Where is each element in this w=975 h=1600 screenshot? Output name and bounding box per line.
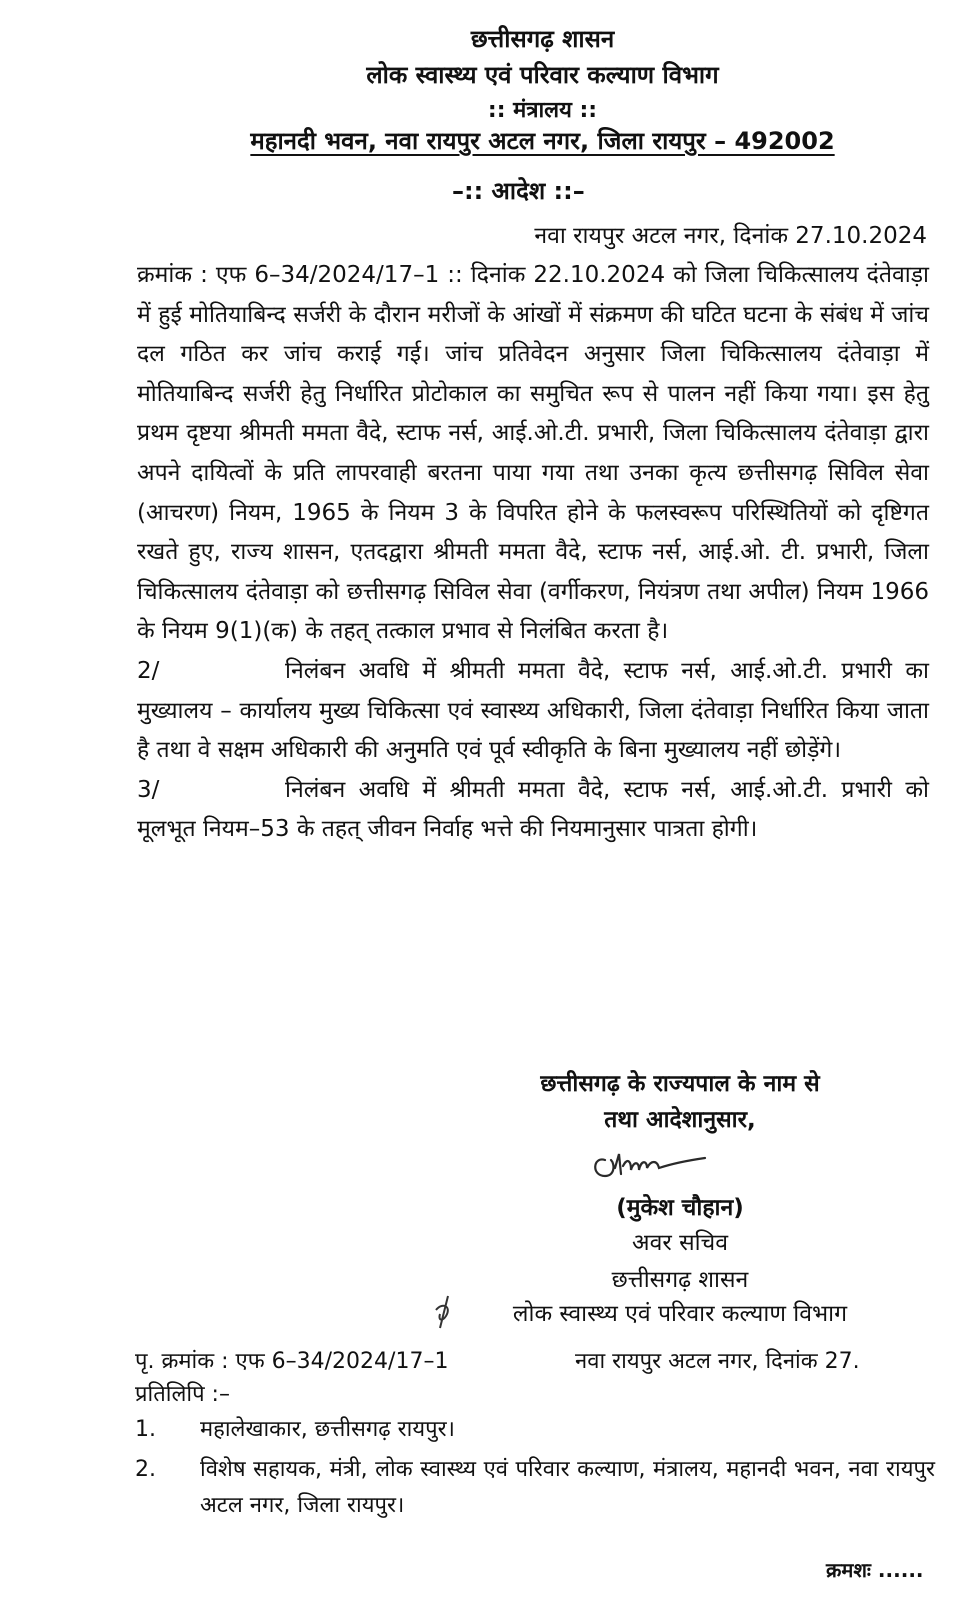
header-government: छत्तीसगढ़ शासन [470,25,615,53]
header-address: महानदी भवन, नवा रायपुर अटल नगर, जिला रायपुर – 492002 [250,127,835,155]
signatory-government: छत्तीसगढ़ शासन [611,1267,749,1293]
copy-item-text: महालेखाकार, छत्तीसगढ़ रायपुर। [200,1417,455,1442]
signatory-designation: अवर सचिव [632,1230,728,1256]
paragraph-1: क्रमांक : एफ 6–34/2024/17–1 :: दिनांक 22.10.2024 को जिला चिकित्सालय दंतेवाड़ा में हुई मोतियाबिन्द सर्जरी के दौरान मरीजों के आंखों में संक्रमण की घटित घटना के संबंध में जांच दल गठित कर जांच कराई गई। जांच प्रतिवेदन अनुसार जिला चिकित्सालय दंतेवाड़ा में मोतियाबिन्द सर्जरी हेतु निर्धारित प्रोटोकाल का समुचित रूप से पालन नहीं किया गया। इस हेतु प्रथम दृष्टया श्रीमती ममता वैदे, स्टाफ नर्स, आई.ओ.टी. प्रभारी, जिला चिकित्सालय दंतेवाड़ा द्वारा अपने दायित्वों के प्रति लापरवाही बरतना पाया गया तथा उनका कृत्य छत्तीसगढ़ सिविल सेवा (आचरण) नियम, 1965 के नियम 3 के विपरित होने के फलस्वरूप परिस्थितियों को दृष्टिगत रखते हुए, राज्य शासन, एतदद्वारा श्रीमती ममता वैदे, स्टाफ नर्स, आई.ओ. टी. प्रभारी, जिला चिकित्सालय दंतेवाड़ा को छत्तीसगढ़ सिविल सेवा (वर्गीकरण, नियंत्रण तथा अपील) नियम 1966 के नियम 9(1)(क) के तहत् तत्काल प्रभाव से निलंबित करता है। [137,262,929,645]
paragraph-3-number: 3/ [137,776,160,803]
signatory-name: (मुकेश चौहान) [616,1195,744,1221]
paragraph-2-text: निलंबन अवधि में श्रीमती ममता वैदे, स्टाफ नर्स, आई.ओ.टी. प्रभारी का मुख्यालय – कार्यालय मुख्य चिकित्सा एवं स्वास्थ्य अधिकारी, जिला दंतेवाड़ा निर्धारित किया जाता है तथा वे सक्षम अधिकारी की अनुमति एवं पूर्व स्वीकृति के बिना मुख्यालय नहीं छोड़ेंगे। [137,657,929,764]
by-order-line-2: तथा आदेशानुसार, [604,1107,756,1133]
paragraph-3 [137,771,929,850]
endorsement-ref: पृ. क्रमांक : एफ 6–34/2024/17–1 [135,1349,449,1374]
order-title: –:: आदेश ::– [452,177,585,205]
endorsement-line [135,1345,950,1375]
handwritten-signature [585,1138,725,1188]
signatory-department: लोक स्वास्थ्य एवं परिवार कल्याण विभाग [512,1301,848,1327]
order-body [137,256,929,850]
continued-marker: क्रमशः ...... [826,1558,924,1582]
paragraph-2 [137,652,929,771]
endorsement-place-date: नवा रायपुर अटल नगर, दिनांक 27. [575,1349,860,1374]
header-department: लोक स्वास्थ्य एवं परिवार कल्याण विभाग [366,61,719,89]
copy-item-text: विशेष सहायक, मंत्री, लोक स्वास्थ्य एवं परिवार कल्याण, मंत्रालय, महानदी भवन, नवा रायपुर अटल नगर, जिला रायपुर। [200,1457,935,1518]
header-ministry: :: मंत्रालय :: [487,98,598,123]
paragraph-3-text: निलंबन अवधि में श्रीमती ममता वैदे, स्टाफ नर्स, आई.ओ.टी. प्रभारी को मूलभूत नियम–53 के तहत् जीवन निर्वाह भत्ते की नियमानुसार पात्रता होगी। [137,776,929,843]
copy-item-number: 2. [135,1457,156,1482]
paragraph-2-number: 2/ [137,657,160,684]
by-order-line-1: छत्तीसगढ़ के राज्यपाल के नाम से [540,1071,820,1097]
copy-to-label: प्रतिलिपि :– [135,1382,230,1407]
order-dateline: नवा रायपुर अटल नगर, दिनांक 27.10.2024 [534,223,927,249]
copy-item-number: 1. [135,1417,156,1442]
